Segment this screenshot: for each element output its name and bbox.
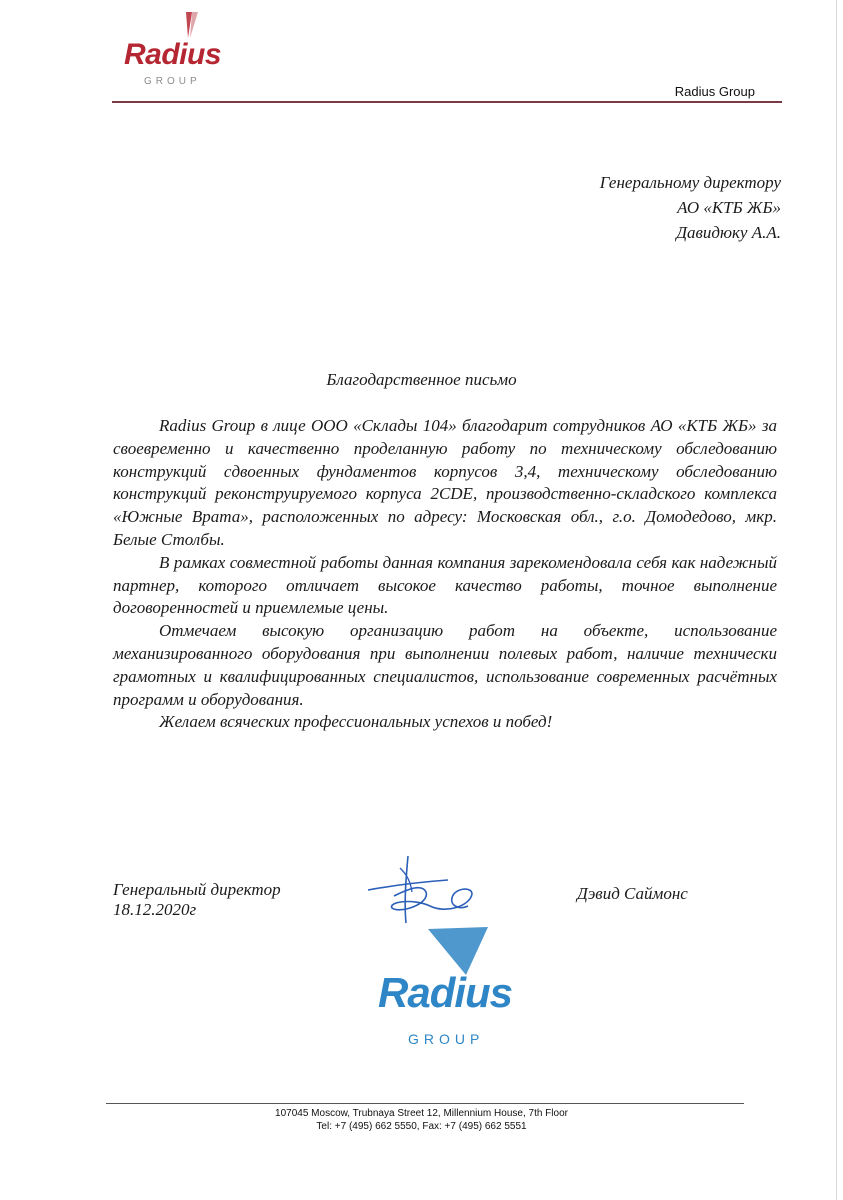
footer-divider bbox=[106, 1103, 744, 1104]
addressee-block bbox=[600, 170, 781, 245]
signer-position: Генеральный директор bbox=[113, 880, 281, 899]
body-paragraph-3: Отмечаем высокую организацию работ на объекте, использование механизированного оборудования при выполнении полевых работ, наличие технически грамотных и квалифицированных специалистов, использование современных расчётных программ и оборудования. bbox=[113, 621, 777, 709]
page-edge bbox=[836, 0, 837, 1200]
addressee-organization: АО «КТБ ЖБ» bbox=[677, 198, 781, 217]
logo-sub-text: GROUP bbox=[144, 76, 201, 87]
letter-date: 18.12.2020г bbox=[113, 900, 197, 919]
stamp-brand-text: Radius bbox=[378, 969, 513, 1016]
radius-group-logo bbox=[118, 10, 230, 90]
stamp-sub-text: GROUP bbox=[408, 1031, 485, 1047]
signer-name: Дэвид Саймонс bbox=[577, 884, 688, 903]
logo-brand-text: Radius bbox=[124, 38, 222, 71]
addressee-name: Давидюку А.А. bbox=[676, 223, 781, 242]
body-paragraph-4: Желаем всяческих профессиональных успехов и побед! bbox=[159, 712, 553, 732]
handwritten-signature bbox=[360, 848, 510, 928]
body-paragraph-1: Radius Group в лице ООО «Склады 104» благодарит сотрудников АО «КТБ ЖБ» за своевременно и качественно проделанную работу по техническому обследованию конструкций сдвоенных фундаментов корпусов 3,4, техническому обследованию конструкций реконструируемого корпуса 2CDE, производственно-складского комплекса «Южные Врата», расположенных по адресу: Московская обл., г.о. Домодедово, мкр. Белые Столбы. bbox=[113, 416, 777, 549]
addressee-position: Генеральному директору bbox=[599, 173, 781, 192]
footer-contacts: Tel: +7 (495) 662 5550, Fax: +7 (495) 662 5551 bbox=[316, 1121, 527, 1132]
radius-group-stamp bbox=[370, 925, 550, 1050]
footer-address: 107045 Moscow, Trubnaya Street 12, Millennium House, 7th Floor bbox=[275, 1108, 568, 1119]
footer bbox=[0, 1107, 843, 1133]
header-company-name: Radius Group bbox=[674, 84, 755, 99]
letter-body bbox=[113, 415, 777, 734]
letter-title: Благодарственное письмо bbox=[326, 370, 517, 389]
body-paragraph-2: В рамках совместной работы данная компания зарекомендовала себя как надежный партнер, которого отличает высокое качество работы, точное выполнение договоренностей и приемлемые цены. bbox=[113, 552, 777, 618]
header-divider bbox=[112, 101, 782, 103]
